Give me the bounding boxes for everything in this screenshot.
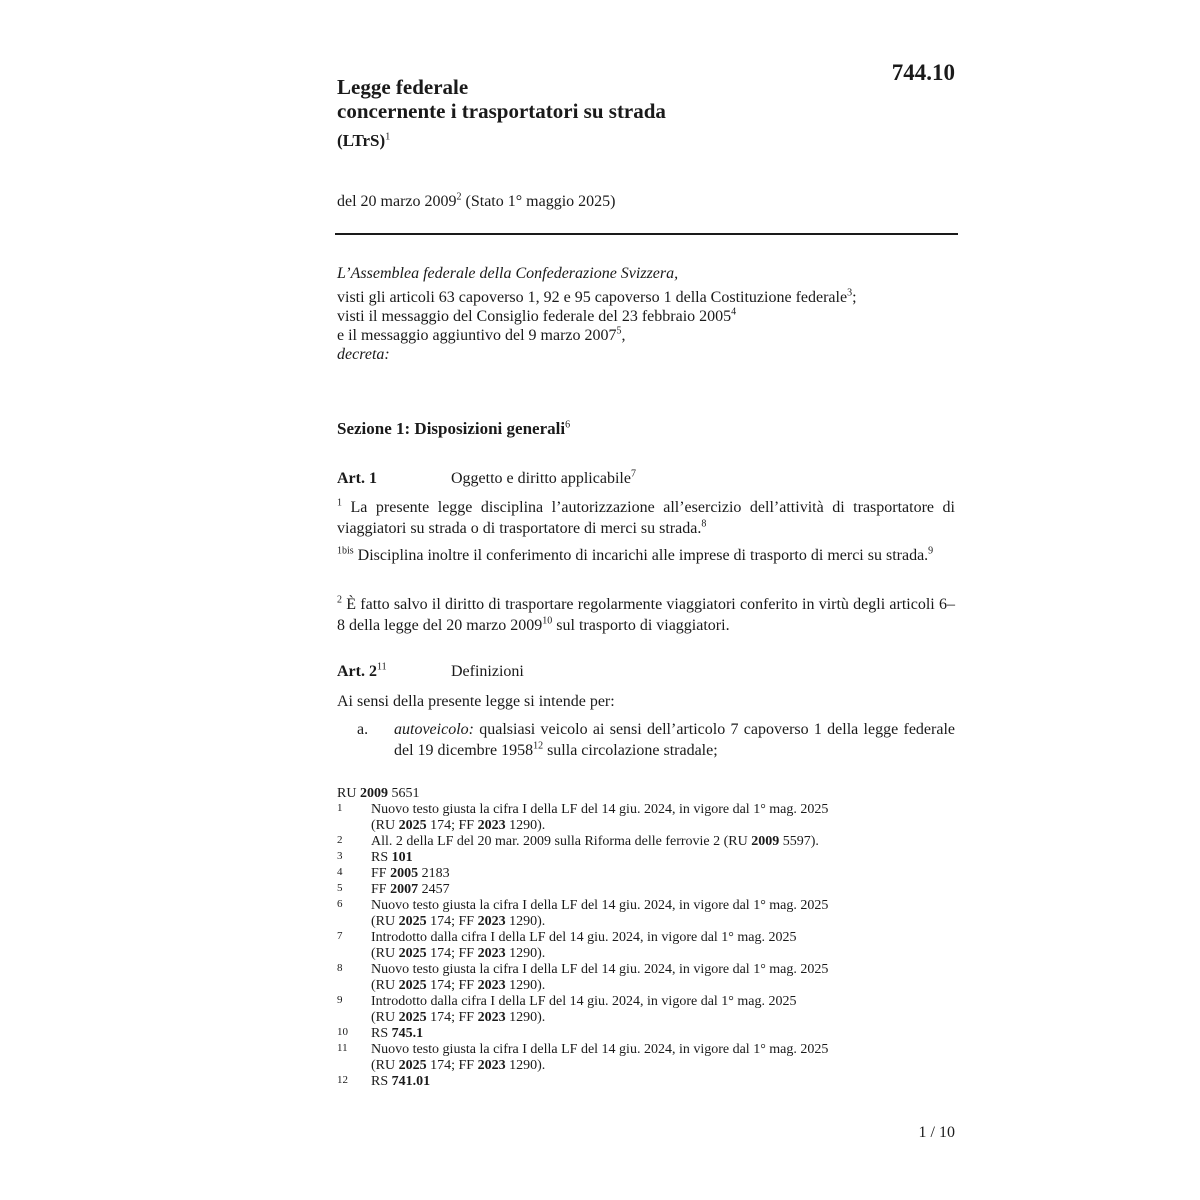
preamble-text: e il messaggio aggiuntivo del 9 marzo 2007 — [337, 327, 617, 344]
footnote-text — [371, 914, 957, 930]
paragraph-text: È fatto salvo il diritto di trasportare regolarmente viaggiatori conferito in virtù degli articoli 6–8 della legge del 20 marzo 2009 — [337, 596, 955, 634]
footnote-year: 2025 — [398, 1010, 427, 1025]
definition-text: qualsiasi veicolo ai sensi dell’articolo 7 capoverso 1 della legge federale del 19 dicembre 1958 — [394, 721, 955, 759]
footnotes — [337, 786, 957, 1090]
footnote-item — [337, 834, 957, 850]
footnote-year: 2025 — [398, 946, 427, 961]
definition-body — [394, 719, 955, 761]
footnote-item — [337, 898, 957, 930]
footnote-item — [337, 882, 957, 898]
footnote-item — [337, 994, 957, 1026]
preamble-line — [337, 288, 957, 307]
article-number-text: Art. 2 — [337, 663, 377, 680]
footnote-ref[interactable]: 3 — [847, 287, 853, 299]
article-number: Art. 1 — [337, 470, 377, 487]
footnote-text — [371, 834, 957, 850]
footnote-reference: 745.1 — [391, 1026, 424, 1041]
footnote-text: 1290). — [505, 818, 546, 833]
footnote-ref[interactable]: 2 — [456, 191, 462, 203]
footnote-year: 2025 — [398, 1058, 427, 1073]
footnote-text: (RU — [371, 946, 399, 961]
footnote-year: 2023 — [477, 914, 506, 929]
preamble-text: , — [621, 327, 626, 344]
footnote-ref[interactable]: 6 — [565, 419, 571, 431]
source-year: 2009 — [359, 786, 388, 801]
article-number — [337, 663, 451, 681]
section-title — [337, 419, 570, 439]
footnote-text: Nuovo testo giusta la cifra I della LF del 14 giu. 2024, in vigore dal 1° mag. 2025 — [371, 962, 829, 977]
definition-term: autoveicolo: — [394, 721, 474, 738]
footnote-text: Introdotto dalla cifra I della LF del 14 giu. 2024, in vigore dal 1° mag. 2025 — [371, 994, 797, 1009]
footnote-text: (RU — [371, 914, 399, 929]
preamble-text: ; — [852, 289, 857, 306]
footnote-number: 4 — [337, 866, 343, 878]
definition-item-a — [357, 719, 955, 761]
footnote-text — [371, 946, 957, 962]
preamble-text: visti il messaggio del Consiglio federale del 23 febbraio 2005 — [337, 308, 732, 325]
title-line-1: Legge federale — [337, 75, 469, 99]
header-divider — [335, 233, 958, 235]
preamble — [337, 264, 957, 364]
section-title-text: Sezione 1: Disposizioni generali — [337, 419, 566, 438]
footnote-text: 174; FF — [426, 1010, 478, 1025]
footnote-source — [337, 786, 957, 802]
footnote-text: (RU — [371, 1058, 399, 1073]
status-date: (Stato 1° maggio 2025) — [461, 193, 616, 210]
title-abbreviation — [337, 129, 666, 153]
footnote-text: 1290). — [505, 1010, 546, 1025]
footnote-text — [371, 882, 957, 898]
footnote-year: 2023 — [477, 978, 506, 993]
footnote-text: 5597). — [779, 834, 819, 849]
definition-text: sulla circolazione stradale; — [543, 742, 718, 759]
footnote-year: 2023 — [477, 1010, 506, 1025]
list-letter: a. — [357, 721, 369, 738]
article-2-intro: Ai sensi della presente legge si intende per: — [337, 693, 615, 710]
footnote-text — [371, 1026, 957, 1042]
paragraph-text: sul trasporto di viaggiatori. — [552, 617, 730, 634]
enactment-date: del 20 marzo 2009 — [337, 193, 457, 210]
paragraph-mark: 1 — [337, 497, 342, 509]
footnote-year: 2005 — [390, 866, 419, 881]
date-line — [337, 193, 615, 211]
footnote-text — [371, 1074, 957, 1090]
footnote-text: RS — [371, 1026, 392, 1041]
footnote-number: 6 — [337, 898, 343, 910]
footnote-ref[interactable]: 7 — [630, 468, 636, 480]
footnote-year: 2023 — [477, 1058, 506, 1073]
preamble-line — [337, 307, 957, 326]
footnote-text: Introdotto dalla cifra I della LF del 14 giu. 2024, in vigore dal 1° mag. 2025 — [371, 930, 797, 945]
footnote-year: 2025 — [398, 818, 427, 833]
paragraph-text: Disciplina inoltre il conferimento di incarichi alle imprese di trasporto di merci su strada. — [353, 547, 929, 564]
footnote-text — [371, 850, 957, 866]
footnote-item — [337, 866, 957, 882]
footnote-ref[interactable]: 1 — [385, 131, 391, 143]
preamble-line — [337, 326, 957, 345]
footnote-year: 2007 — [390, 882, 419, 897]
footnote-text — [371, 1058, 957, 1074]
footnote-text — [371, 1010, 957, 1026]
footnote-text: Nuovo testo giusta la cifra I della LF del 14 giu. 2024, in vigore dal 1° mag. 2025 — [371, 898, 829, 913]
source-page: 5651 — [387, 786, 420, 801]
title-line-2: concernente i trasportatori su strada — [337, 99, 666, 123]
footnote-year: 2023 — [477, 946, 506, 961]
footnote-text: Nuovo testo giusta la cifra I della LF del 14 giu. 2024, in vigore dal 1° mag. 2025 — [371, 1042, 829, 1057]
article-title: Oggetto e diritto applicabile — [451, 470, 631, 487]
footnote-item — [337, 802, 957, 834]
footnote-text: FF — [371, 882, 391, 897]
footnote-text: 174; FF — [426, 1058, 478, 1073]
footnote-text: 1290). — [505, 1058, 546, 1073]
footnote-text: 174; FF — [426, 914, 478, 929]
abbreviation-text: (LTrS) — [337, 131, 386, 150]
preamble-assembly: L’Assemblea federale della Confederazione Svizzera, — [337, 265, 679, 282]
footnote-item — [337, 1074, 957, 1090]
paragraph-text: La presente legge disciplina l’autorizzazione all’esercizio dell’attività di trasportatore di viaggiatori su strada o di trasportatore di merci su strada. — [337, 499, 955, 537]
footnote-text: 1290). — [505, 978, 546, 993]
footnote-ref[interactable]: 11 — [376, 661, 387, 673]
footnote-number: 9 — [337, 994, 343, 1006]
footnote-number: 10 — [337, 1026, 348, 1038]
article-2-heading — [337, 663, 524, 681]
footnote-text: 174; FF — [426, 818, 478, 833]
footnote-text — [371, 818, 957, 834]
footnote-reference: 101 — [391, 850, 413, 865]
article-1-paragraph-2 — [337, 594, 955, 636]
footnote-text: RS — [371, 1074, 392, 1089]
footnote-text: 2183 — [418, 866, 450, 881]
page-number: 1 / 10 — [918, 1124, 955, 1141]
article-1-heading — [337, 470, 636, 488]
footnote-text: 2457 — [418, 882, 450, 897]
paragraph-mark: 2 — [337, 594, 342, 606]
preamble-decreta: decreta: — [337, 346, 390, 363]
footnote-text: (RU — [371, 978, 399, 993]
footnote-ref[interactable]: 12 — [533, 740, 544, 752]
footnote-text: All. 2 della LF del 20 mar. 2009 sulla Riforma delle ferrovie 2 (RU — [371, 834, 752, 849]
footnote-text: (RU — [371, 1010, 399, 1025]
footnote-text: (RU — [371, 818, 399, 833]
footnote-text: Nuovo testo giusta la cifra I della LF del 14 giu. 2024, in vigore dal 1° mag. 2025 — [371, 802, 829, 817]
footnote-ref[interactable]: 4 — [731, 306, 737, 318]
footnote-item — [337, 850, 957, 866]
footnote-ref[interactable]: 10 — [542, 615, 553, 627]
document-title — [337, 75, 666, 153]
article-1-paragraph-1bis — [337, 545, 955, 566]
footnote-item — [337, 930, 957, 962]
footnote-reference: 741.01 — [391, 1074, 431, 1089]
footnote-year: 2009 — [751, 834, 780, 849]
sr-number: 744.10 — [891, 60, 955, 85]
footnote-number: 12 — [337, 1074, 348, 1086]
preamble-text: visti gli articoli 63 capoverso 1, 92 e 95 capoverso 1 della Costituzione federale — [337, 289, 848, 306]
footnote-text: 1290). — [505, 946, 546, 961]
footnote-text: 1290). — [505, 914, 546, 929]
footnote-item — [337, 1026, 957, 1042]
footnote-year: 2023 — [477, 818, 506, 833]
footnote-item — [337, 962, 957, 994]
footnote-year: 2025 — [398, 978, 427, 993]
footnote-number: 7 — [337, 930, 343, 942]
footnote-ref[interactable]: 5 — [616, 325, 622, 337]
footnote-ref[interactable]: 8 — [701, 518, 707, 530]
paragraph-mark: 1bis — [337, 545, 354, 557]
footnote-number: 3 — [337, 850, 343, 862]
footnote-number: 11 — [337, 1042, 348, 1054]
source-prefix: RU — [337, 786, 360, 801]
article-1-paragraph-1 — [337, 497, 955, 539]
footnote-text: 174; FF — [426, 978, 478, 993]
footnote-number: 5 — [337, 882, 343, 894]
footnote-text: RS — [371, 850, 392, 865]
footnote-item — [337, 1042, 957, 1074]
footnote-year: 2025 — [398, 914, 427, 929]
footnote-number: 8 — [337, 962, 343, 974]
article-title: Definizioni — [451, 663, 524, 680]
footnote-number: 2 — [337, 834, 343, 846]
footnote-text: FF — [371, 866, 391, 881]
footnote-text: 174; FF — [426, 946, 478, 961]
footnote-number: 1 — [337, 802, 343, 814]
footnote-ref[interactable]: 9 — [928, 545, 934, 557]
footnote-text — [371, 978, 957, 994]
footnote-text — [371, 866, 957, 882]
